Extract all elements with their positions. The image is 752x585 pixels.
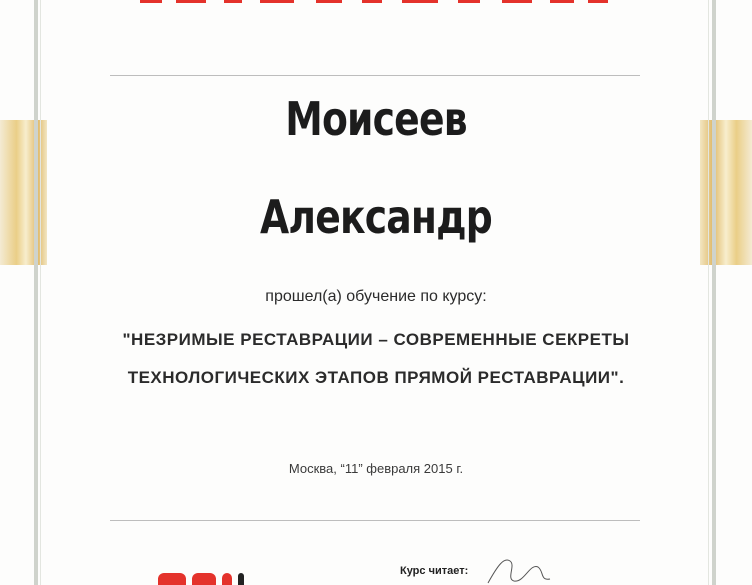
recipient-surname: Моисеев bbox=[285, 92, 467, 146]
divider-top bbox=[110, 75, 640, 76]
divider-bottom bbox=[110, 520, 640, 521]
certificate-heading-fragment bbox=[140, 0, 610, 4]
lecturer-label: Курс читает: bbox=[400, 565, 469, 577]
course-title-line-1: "НЕЗРИМЫЕ РЕСТАВРАЦИИ – СОВРЕМЕННЫЕ СЕКРЕТЫ bbox=[122, 330, 630, 349]
lecturer-signature bbox=[480, 555, 570, 585]
recipient-first-name: Александр bbox=[260, 190, 492, 244]
course-title-line-2: ТЕХНОЛОГИЧЕСКИХ ЭТАПОВ ПРЯМОЙ РЕСТАВРАЦИИ". bbox=[127, 368, 625, 387]
place-and-date: Москва, “11” февраля 2015 г. bbox=[288, 461, 464, 476]
completed-course-text: прошел(а) обучение по курсу: bbox=[265, 288, 487, 305]
organizer-logo-fragment bbox=[158, 573, 268, 585]
